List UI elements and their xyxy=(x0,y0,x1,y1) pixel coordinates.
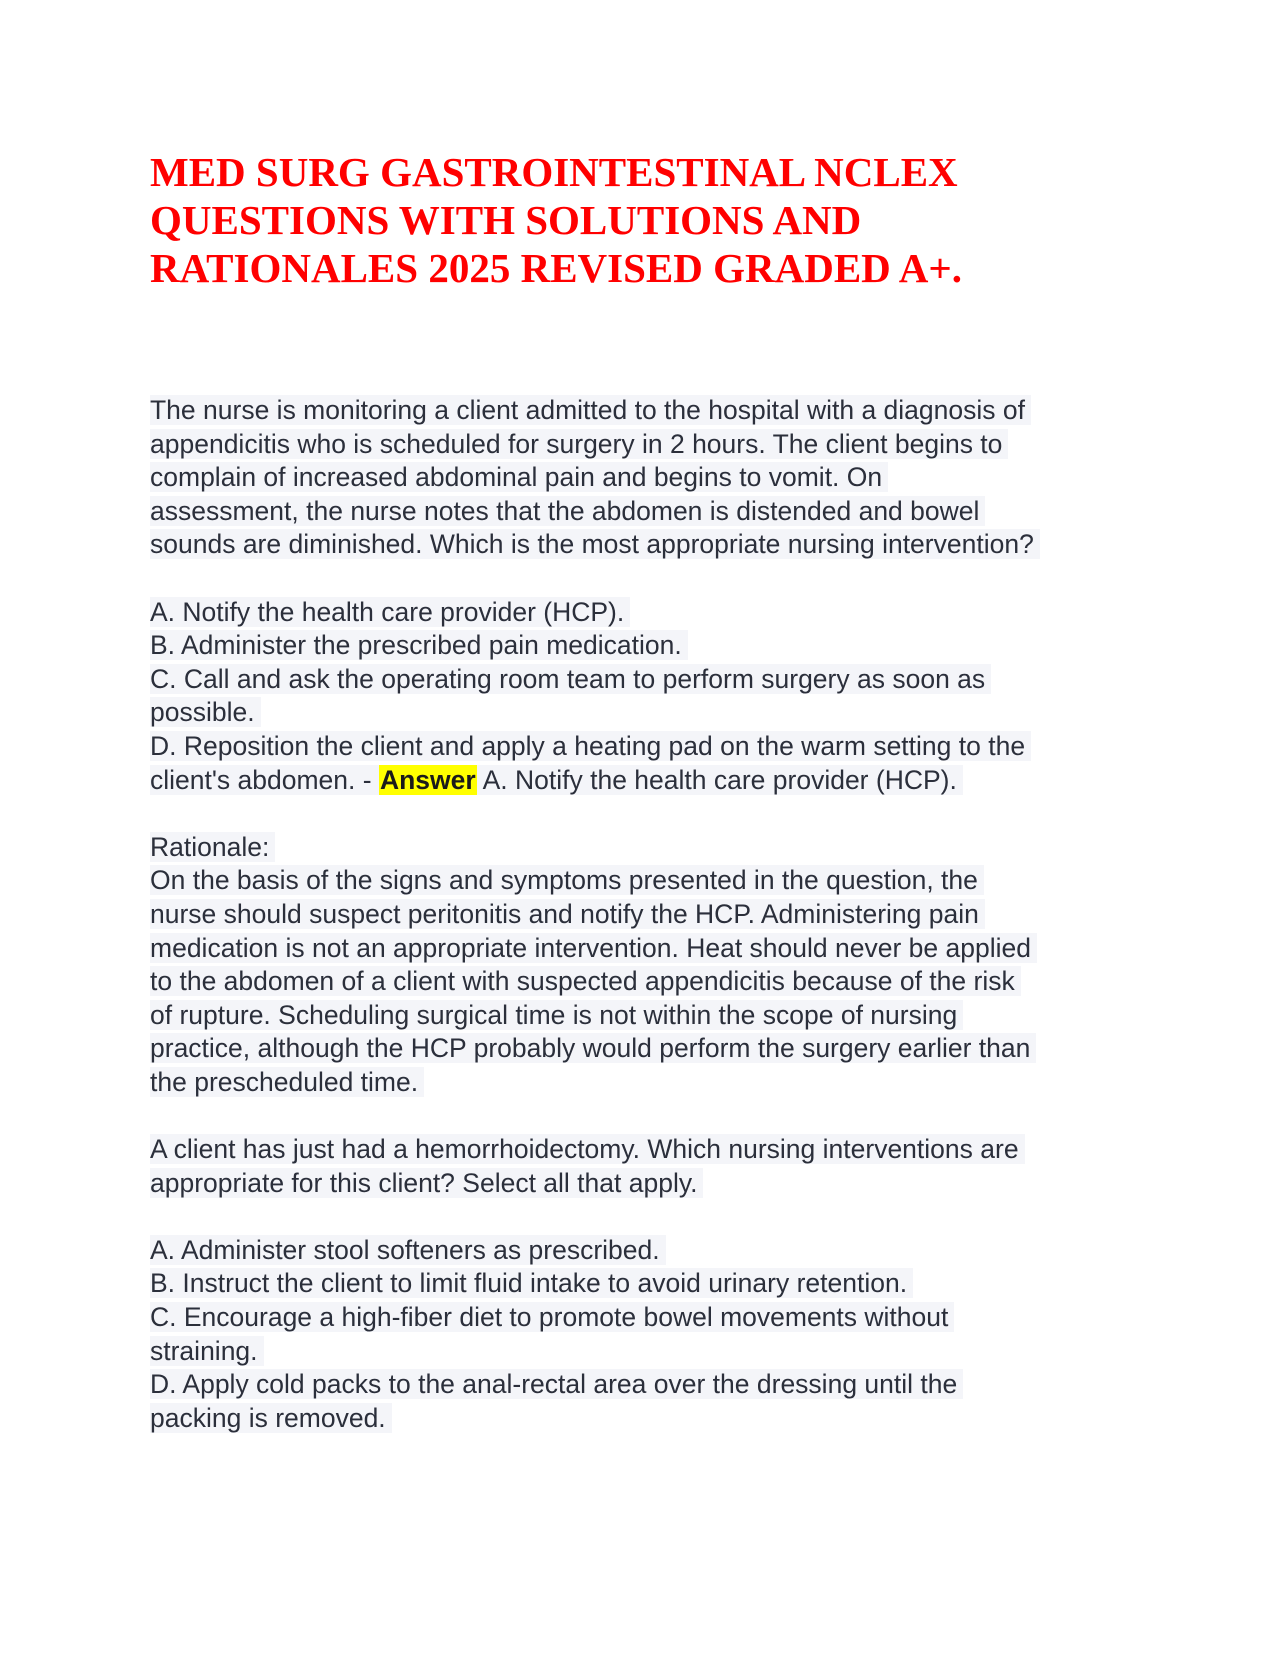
rationale-line: practice, although the HCP probably would perform the surgery earlier than xyxy=(150,1033,1036,1063)
question-1-stem xyxy=(150,394,1140,562)
question-2-stem xyxy=(150,1133,1140,1200)
document-body xyxy=(150,394,1140,1435)
paragraph-gap xyxy=(150,1200,1140,1234)
question-2-option-b: B. Instruct the client to limit fluid intake to avoid urinary retention. xyxy=(150,1268,913,1298)
rationale-label: Rationale: xyxy=(150,832,275,862)
rationale-line: to the abdomen of a client with suspected appendicitis because of the risk xyxy=(150,966,1021,996)
document-title xyxy=(150,148,1140,292)
rationale-line: On the basis of the signs and symptoms presented in the question, the xyxy=(150,865,984,895)
question-1-stem-line: The nurse is monitoring a client admitted to the hospital with a diagnosis of xyxy=(150,395,1031,425)
question-1-option-a: A. Notify the health care provider (HCP). xyxy=(150,597,630,627)
question-1-stem-line: complain of increased abdominal pain and begins to vomit. On xyxy=(150,462,888,492)
paragraph-gap xyxy=(150,562,1140,596)
title-line: QUESTIONS WITH SOLUTIONS AND xyxy=(150,197,862,243)
question-2-option-c: C. Encourage a high-fiber diet to promote bowel movements without xyxy=(150,1302,954,1332)
question-2-option-d-cont: packing is removed. xyxy=(150,1403,392,1433)
title-line: RATIONALES 2025 REVISED GRADED A+. xyxy=(150,245,962,291)
question-2-stem-line: appropriate for this client? Select all that apply. xyxy=(150,1168,703,1198)
answer-prefix: client's abdomen. - xyxy=(150,764,379,795)
rationale-line: of rupture. Scheduling surgical time is not within the scope of nursing xyxy=(150,1000,963,1030)
question-2-option-a: A. Administer stool softeners as prescribed. xyxy=(150,1235,666,1265)
question-1-option-b: B. Administer the prescribed pain medication. xyxy=(150,630,688,660)
paragraph-gap xyxy=(150,1099,1140,1133)
question-2-option-d: D. Apply cold packs to the anal-rectal area over the dressing until the xyxy=(150,1369,963,1399)
question-2-options xyxy=(150,1234,1140,1436)
rationale-line: medication is not an appropriate intervention. Heat should never be applied xyxy=(150,933,1037,963)
rationale-line: the prescheduled time. xyxy=(150,1067,424,1097)
question-1-answer-line xyxy=(150,765,963,795)
paragraph-gap xyxy=(150,797,1140,831)
document-content xyxy=(150,148,1140,1435)
title-line: MED SURG GASTROINTESTINAL NCLEX xyxy=(150,149,958,195)
question-1-option-d: D. Reposition the client and apply a heating pad on the warm setting to the xyxy=(150,731,1031,761)
answer-highlight: Answer xyxy=(379,764,476,795)
question-1-rationale xyxy=(150,831,1140,1100)
question-1-stem-line: appendicitis who is scheduled for surgery in 2 hours. The client begins to xyxy=(150,429,1008,459)
answer-text: A. Notify the health care provider (HCP). xyxy=(476,764,957,795)
question-1-stem-line: assessment, the nurse notes that the abdomen is distended and bowel xyxy=(150,496,985,526)
rationale-line: nurse should suspect peritonitis and notify the HCP. Administering pain xyxy=(150,899,985,929)
question-1-option-c-cont: possible. xyxy=(150,697,261,727)
question-2-stem-line: A client has just had a hemorrhoidectomy. Which nursing interventions are xyxy=(150,1134,1025,1164)
question-2-option-c-cont: straining. xyxy=(150,1336,264,1366)
question-1-stem-line: sounds are diminished. Which is the most appropriate nursing intervention? xyxy=(150,529,1040,559)
question-1-option-c: C. Call and ask the operating room team to perform surgery as soon as xyxy=(150,664,991,694)
question-1-options xyxy=(150,596,1140,798)
